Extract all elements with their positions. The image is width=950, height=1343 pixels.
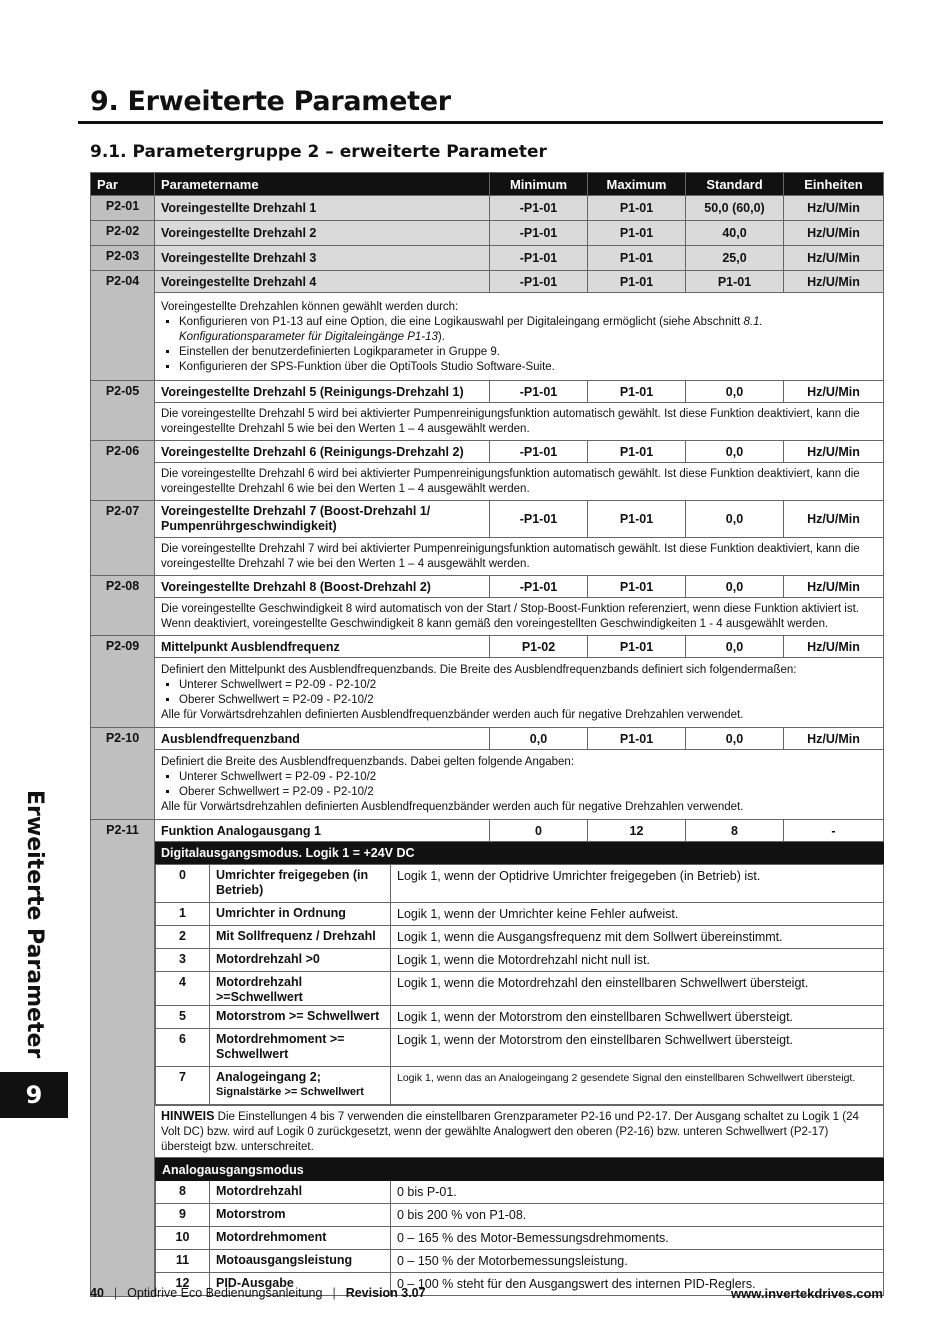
option-name: Motorstrom >= Schwellwert [210,1006,391,1029]
table-row [91,441,884,463]
option-description: 0 bis P-01. [391,1181,884,1204]
table-row [91,842,884,864]
param-description [155,293,884,381]
analog-section-cell [155,1158,884,1297]
param-description: Die voreingestellte Drehzahl 6 wird bei aktivierter Pumpenreinigungsfunktion automatisch gewählt. Ist diese Funktion deaktiviert, kann die voreingestellte Drehzahl 6 wie bei den Werten 1 – 4 ausgewählt werden. [155,463,884,501]
param-min: -P1-01 [490,576,588,598]
option-number: 12 [156,1273,210,1296]
table-row-description [91,293,884,381]
param-units: Hz/U/Min [784,576,884,598]
option-name: Motoausgangsleistung [210,1250,391,1273]
param-default: 0,0 [686,441,784,463]
table-row [156,1204,884,1227]
param-default: 0,0 [686,728,784,750]
list-text: Konfigurieren von P1-13 auf eine Option, die eine Logikauswahl per Digitaleingang ermöglicht (siehe Abschnitt [179,315,744,328]
param-default: 0,0 [686,501,784,538]
param-max: P1-01 [588,636,686,658]
param-max: P1-01 [588,221,686,246]
description-list [161,770,877,800]
header-units: Einheiten [784,173,884,196]
list-item: ▪ Oberer Schwellwert = P2-09 - P2-10/2 [179,693,877,708]
param-description: Die voreingestellte Drehzahl 5 wird bei aktivierter Pumpenreinigungsfunktion automatisch gewählt. Ist diese Funktion deaktiviert, kann die voreingestellte Drehzahl 5 wie bei den Werten 1 – 4 ausgewählt werden. [155,403,884,441]
option-number: 5 [156,1006,210,1029]
table-row [91,1106,884,1158]
option-description: Logik 1, wenn die Motordrehzahl nicht null ist. [391,949,884,972]
chapter-side-label: Erweiterte Parameter [22,790,47,1059]
analog-options-table [155,1158,884,1296]
digital-mode-header: Digitalausgangsmodus. Logik 1 = +24V DC [155,842,884,864]
option-description: Logik 1, wenn der Motorstrom den einstellbaren Schwellwert übersteigt. [391,1029,884,1067]
param-units: Hz/U/Min [784,728,884,750]
header-name: Parametername [155,173,490,196]
header-max: Maximum [588,173,686,196]
description-outro: Alle für Vorwärtsdrehzahlen definierten Ausblendfrequenzbänder werden auch für negative Drehzahlen verwendet. [161,709,744,721]
table-row [91,1158,884,1297]
table-row [91,864,884,1106]
option-description: Logik 1, wenn der Umrichter keine Fehler aufweist. [391,903,884,926]
table-row [156,949,884,972]
param-id: P2-01 [91,196,155,221]
table-row [156,1227,884,1250]
option-name: Umrichter freigegeben (in Betrieb) [210,865,391,903]
description-intro: Voreingestellte Drehzahlen können gewählt werden durch: [161,300,459,313]
section-reference: 8.1. Konfigurationsparameter für Digitaleingänge P1-13 [179,315,763,343]
table-row [156,1067,884,1105]
param-id: P2-07 [91,501,155,576]
digital-options-table [155,864,884,1105]
param-max: P1-01 [588,728,686,750]
list-item: ▪ Unterer Schwellwert = P2-09 - P2-10/2 [179,770,877,785]
table-row [156,1181,884,1204]
page-number: 40 [90,1286,104,1300]
table-row [156,926,884,949]
param-default: 40,0 [686,221,784,246]
param-name: Voreingestellte Drehzahl 2 [155,221,490,246]
option-number: 4 [156,972,210,1006]
table-row [156,1006,884,1029]
page-title: 9. Erweiterte Parameter [90,86,451,117]
table-row [91,501,884,538]
footer-separator: | [113,1286,118,1300]
table-row [91,271,884,293]
option-description: Logik 1, wenn die Motordrehzahl den einstellbaren Schwellwert übersteigt. [391,972,884,1006]
option-name: Motordrehmoment >= Schwellwert [210,1029,391,1067]
param-min: -P1-01 [490,501,588,538]
param-min: -P1-01 [490,441,588,463]
param-min: P1-02 [490,636,588,658]
table-row [156,865,884,903]
description-intro: Definiert den Mittelpunkt des Ausblendfrequenzbands. Die Breite des Ausblendfrequenzbands definiert sich folgendermaßen: [161,664,797,676]
option-number: 2 [156,926,210,949]
list-item: ▪ Oberer Schwellwert = P2-09 - P2-10/2 [179,785,877,800]
table-row [91,246,884,271]
option-number: 11 [156,1250,210,1273]
table-row [91,221,884,246]
param-name: Mittelpunkt Ausblendfrequenz [155,636,490,658]
description-list [161,315,877,375]
param-units: Hz/U/Min [784,636,884,658]
param-name: Ausblendfrequenzband [155,728,490,750]
table-row [156,903,884,926]
param-default: P1-01 [686,271,784,293]
option-description: 0 – 150 % der Motorbemessungsleistung. [391,1250,884,1273]
param-id: P2-11 [91,820,155,1297]
manual-title: Optidrive Eco Bedienungsanleitung [127,1286,323,1300]
table-row-description [91,463,884,501]
note-label: HINWEIS [161,1109,215,1123]
title-rule [78,121,883,124]
param-units: Hz/U/Min [784,441,884,463]
param-id: P2-08 [91,576,155,636]
option-description: Logik 1, wenn der Motorstrom den einstellbaren Schwellwert übersteigt. [391,1006,884,1029]
digital-options-cell [155,864,884,1106]
param-description [155,658,884,728]
description-intro: Definiert die Breite des Ausblendfrequenzbands. Dabei gelten folgende Angaben: [161,756,575,768]
option-name: PID-Ausgabe [210,1273,391,1296]
table-row [91,728,884,750]
header-par: Par [91,173,155,196]
param-default: 25,0 [686,246,784,271]
option-description: 0 bis 200 % von P1-08. [391,1204,884,1227]
param-id: P2-06 [91,441,155,501]
table-row [91,820,884,842]
revision: Revision 3.07 [345,1286,426,1300]
option-description: 0 – 100 % steht für den Ausgangswert des internen PID-Reglers. [391,1273,884,1296]
param-units: - [784,820,884,842]
param-description [155,750,884,820]
list-item: ▪ Unterer Schwellwert = P2-09 - P2-10/2 [179,678,877,693]
param-min: 0 [490,820,588,842]
table-row [156,972,884,1006]
option-description: 0 – 165 % des Motor-Bemessungsdrehmoments. [391,1227,884,1250]
option-number: 0 [156,865,210,903]
option-name [210,1067,391,1105]
param-default: 8 [686,820,784,842]
param-max: P1-01 [588,381,686,403]
option-number: 10 [156,1227,210,1250]
option-name-line: Analogeingang 2; [216,1070,321,1084]
table-row-description [91,403,884,441]
analog-mode-header: Analogausgangsmodus [156,1159,884,1181]
option-name: Motordrehzahl [210,1181,391,1204]
table-row [156,1029,884,1067]
website-link[interactable]: www.invertekdrives.com [731,1286,883,1301]
param-max: P1-01 [588,576,686,598]
param-name: Voreingestellte Drehzahl 4 [155,271,490,293]
table-row [156,1250,884,1273]
param-units: Hz/U/Min [784,501,884,538]
param-units: Hz/U/Min [784,246,884,271]
table-row-description [91,538,884,576]
option-name-line: Signalstärke >= Schwellwert [216,1086,364,1098]
param-units: Hz/U/Min [784,381,884,403]
param-id: P2-04 [91,271,155,381]
option-number: 7 [156,1067,210,1105]
param-min: 0,0 [490,728,588,750]
param-min: -P1-01 [490,196,588,221]
table-row [91,576,884,598]
param-max: P1-01 [588,441,686,463]
param-max: P1-01 [588,246,686,271]
param-name: Voreingestellte Drehzahl 3 [155,246,490,271]
param-min: -P1-01 [490,271,588,293]
option-description: Logik 1, wenn die Ausgangsfrequenz mit dem Sollwert übereinstimmt. [391,926,884,949]
param-default: 50,0 (60,0) [686,196,784,221]
option-description: Logik 1, wenn das an Analogeingang 2 gesendete Signal den einstellbaren Schwellwert übersteigt. [391,1067,884,1105]
param-max: 12 [588,820,686,842]
footer-left [90,1286,426,1300]
list-item: ▪ Konfigurieren der SPS-Funktion über die OptiTools Studio Software-Suite. [179,360,877,375]
note [155,1106,884,1158]
table-row [91,381,884,403]
list-item [179,315,877,345]
option-description: Logik 1, wenn der Optidrive Umrichter freigegeben (in Betrieb) ist. [391,865,884,903]
description-outro: Alle für Vorwärtsdrehzahlen definierten Ausblendfrequenzbänder werden auch für negative Drehzahlen verwendet. [161,801,744,813]
table-row-description [91,598,884,636]
param-default: 0,0 [686,636,784,658]
option-number: 6 [156,1029,210,1067]
option-name: Mit Sollfrequenz / Drehzahl [210,926,391,949]
option-name: Motorstrom [210,1204,391,1227]
param-name: Voreingestellte Drehzahl 1 [155,196,490,221]
param-id: P2-09 [91,636,155,728]
param-id: P2-03 [91,246,155,271]
param-units: Hz/U/Min [784,221,884,246]
option-number: 3 [156,949,210,972]
table-header-row [91,173,884,196]
param-name: Funktion Analogausgang 1 [155,820,490,842]
list-text: ). [437,330,445,343]
option-name: Motordrehzahl >=Schwellwert [210,972,391,1006]
param-id: P2-05 [91,381,155,441]
table-row [156,1159,884,1181]
param-default: 0,0 [686,381,784,403]
param-max: P1-01 [588,501,686,538]
param-units: Hz/U/Min [784,196,884,221]
table-row [91,196,884,221]
param-min: -P1-01 [490,221,588,246]
header-min: Minimum [490,173,588,196]
param-min: -P1-01 [490,246,588,271]
option-name: Umrichter in Ordnung [210,903,391,926]
option-name: Motordrehzahl >0 [210,949,391,972]
param-name: Voreingestellte Drehzahl 5 (Reinigungs-Drehzahl 1) [155,381,490,403]
option-number: 8 [156,1181,210,1204]
param-description: Die voreingestellte Geschwindigkeit 8 wird automatisch von der Start / Stop-Boost-Funktion referenziert, wenn diese Funktion aktiviert ist. Wenn deaktiviert, voreingestellte Geschwindigkeit 8 kann gemäß den voreingestellten Geschwindigkeiten 1 - 4 ausgewählt werden. [155,598,884,636]
param-name: Voreingestellte Drehzahl 8 (Boost-Drehzahl 2) [155,576,490,598]
section-title: 9.1. Parametergruppe 2 – erweiterte Parameter [90,142,547,162]
param-units: Hz/U/Min [784,271,884,293]
table-row-description [91,750,884,820]
list-item: ▪ Einstellen der benutzerdefinierten Logikparameter in Gruppe 9. [179,345,877,360]
option-name: Motordrehmoment [210,1227,391,1250]
chapter-number-tab: 9 [0,1072,68,1118]
param-min: -P1-01 [490,381,588,403]
footer-separator: | [332,1286,336,1300]
param-description: Die voreingestellte Drehzahl 7 wird bei aktivierter Pumpenreinigungsfunktion automatisch gewählt. Ist diese Funktion deaktiviert, kann die voreingestellte Drehzahl 7 wie bei den Werten 1 – 4 ausgewählt werden. [155,538,884,576]
param-name: Voreingestellte Drehzahl 6 (Reinigungs-Drehzahl 2) [155,441,490,463]
param-name: Voreingestellte Drehzahl 7 (Boost-Drehzahl 1/ Pumpenrührgeschwindigkeit) [155,501,490,538]
param-id: P2-10 [91,728,155,820]
header-default: Standard [686,173,784,196]
note-text: Die Einstellungen 4 bis 7 verwenden die einstellbaren Grenzparameter P2-16 und P2-17. Der Ausgang schaltet zu Logik 1 (24 Volt DC) bzw. wird auf Logik 0 zurückgesetzt, wenn der gewählte Analogwert den oberen (P2-16) bzw. unteren Schwellwert (P2-17) übersteigt bzw. unterschreitet. [161,1111,859,1153]
option-number: 1 [156,903,210,926]
param-id: P2-02 [91,221,155,246]
parameter-table [90,172,884,1297]
param-max: P1-01 [588,196,686,221]
table-row-description [91,658,884,728]
description-list [161,678,877,708]
param-max: P1-01 [588,271,686,293]
table-row [91,636,884,658]
option-number: 9 [156,1204,210,1227]
param-default: 0,0 [686,576,784,598]
